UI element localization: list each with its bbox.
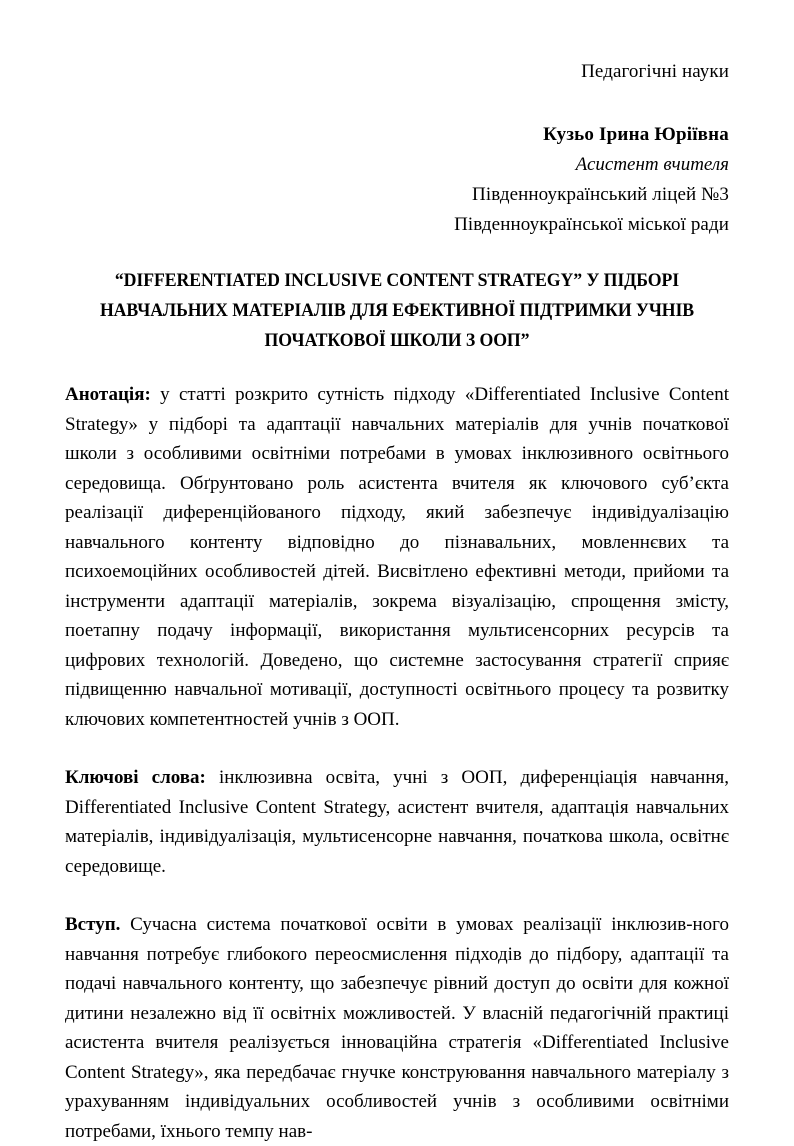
article-title — [78, 266, 715, 356]
author-affiliation-line-2: Південноукраїнської міської ради — [454, 214, 729, 235]
abstract-paragraph — [65, 380, 729, 734]
abstract-text: у статті розкрито сутність підходу «Differentiated Inclusive Content Strategy» у підборі та адаптації навчальних матеріалів для учнів початкової школи з особливими освітніми потребами в умовах інклюзивного освітнього середовища. Обґрунтовано роль асистента вчителя як ключового суб’єкта реалізації диференційованого підходу, який забезпечує індивідуалізацію навчального контенту відповідно до пізнавальних, мовленнєвих та психоемоційних особливостей дітей. Висвітлено ефективні методи, прийоми та інструменти адаптації матеріалів, зокрема візуалізацію, спрощення змісту, поетапну подачу інформації, використання мультисенсорних ресурсів та цифрових технологій. Доведено, що системне застосування стратегії сприяє підвищенню навчальної мотивації, доступності освітнього процесу та розвитку ключових компетентностей учнів з ООП. — [65, 384, 729, 730]
author-name: Кузьо Ірина Юріївна — [543, 124, 729, 145]
keywords-text: інклюзивна освіта, учні з ООП, диференціація навчання, Differentiated Inclusive Content Strategy, асистент вчителя, адаптація навчальних матеріалів, індивідуалізація, мультисенсорне навчання, початкова школа, освітнє середовище. — [65, 767, 729, 877]
running-head: Педагогічні науки — [581, 61, 729, 82]
author-affiliation-line-1: Південноукраїнський ліцей №3 — [472, 184, 729, 205]
article-title-line-3: ПОЧАТКОВОЇ ШКОЛИ З ООП” — [264, 331, 530, 351]
keywords-label: Ключові слова: — [65, 767, 206, 788]
article-title-line-1: “DIFFERENTIATED INCLUSIVE CONTENT STRATEGY” У ПІДБОРІ — [114, 271, 680, 291]
abstract-label: Анотація: — [65, 384, 151, 405]
author-role: Асистент вчителя — [575, 154, 729, 175]
article-title-line-2: НАВЧАЛЬНИХ МАТЕРІАЛІВ ДЛЯ ЕФЕКТИВНОЇ ПІДТРИМКИ УЧНІВ — [99, 301, 695, 321]
introduction-paragraph — [65, 910, 729, 1146]
author-block — [65, 120, 729, 240]
introduction-text: Сучасна система початкової освіти в умовах реалізації інклюзив-ного навчання потребує глибокого переосмислення підходів до підбору, адаптації та подачі навчального контенту, що забезпечує рівний доступ до освіти для кожної дитини незалежно від її освітніх можливостей. У власній педагогічній практиці асистента вчителя реалізується інноваційна стратегія «Differentiated Inclusive Content Strategy», яка передбачає гнучке конструювання навчального матеріалу з урахуванням індивідуальних особливостей учнів з особливими освітніми потребами, їхнього темпу нав- — [65, 914, 730, 1142]
keywords-paragraph — [65, 763, 729, 881]
introduction-label: Вступ. — [65, 914, 121, 935]
